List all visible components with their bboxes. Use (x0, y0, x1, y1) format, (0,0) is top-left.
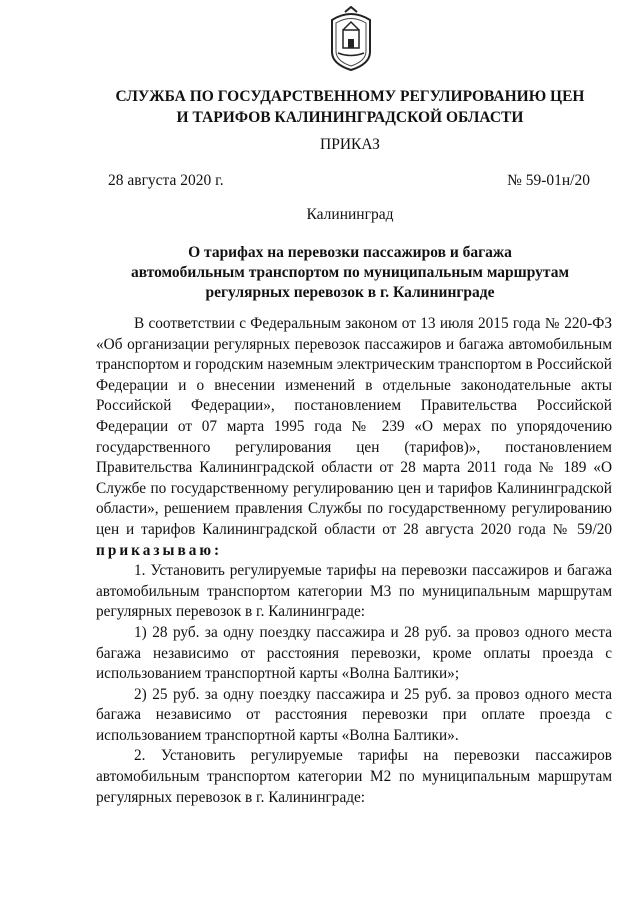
document-type: ПРИКАЗ (320, 136, 380, 153)
item-2: 2. Установить регулируемые тарифы на перевозки пассажиров автомобильным транспортом категории М2 по муниципальным маршрутам регулярных перевозок в г. Калининграде: (96, 747, 612, 806)
item-1-subitem-2: 2) 25 руб. за одну поездку пассажира и 25 руб. за провоз одного места багажа независимо от расстояния перевозки при оплате проезда с использованием транспортной карты «Волна Балтики». (96, 685, 612, 744)
document-title (60, 243, 640, 303)
order-word: приказываю: (96, 541, 223, 559)
item-1: 1. Установить регулируемые тарифы на перевозки пассажиров и багажа автомобильным транспортом категории М3 по муниципальным маршрутам регулярных перевозок в г. Калининграде: (96, 562, 612, 621)
document-city: Калининград (306, 206, 394, 223)
title-line-3: регулярных перевозок в г. Калининграде (205, 284, 495, 301)
title-line-1: О тарифах на перевозки пассажиров и багажа (188, 244, 512, 261)
document-date: 28 августа 2020 г. (108, 172, 224, 189)
preamble-paragraph (96, 314, 612, 561)
item-1-subitem-1: 1) 28 руб. за одну поездку пассажира и 28 руб. за провоз одного места багажа независимо от расстояния перевозки, кроме оплаты проезда с использованием транспортной карты «Волна Балтики»; (96, 623, 612, 683)
issuing-organization (60, 86, 640, 128)
org-line-2: И ТАРИФОВ КАЛИНИНГРАДСКОЙ ОБЛАСТИ (176, 109, 524, 126)
document-body (96, 314, 612, 808)
coat-of-arms-emblem (326, 6, 376, 72)
preamble-text: В соответствии с Федеральным законом от 13 июля 2015 года № 220-ФЗ «Об организации регулярных перевозок пассажиров и багажа автомобильным транспортом и городским наземным электрическим транспортом в Российской Федерации и о внесении изменений в отдельные законодательные акты Российской Федерации», постановлением Правительства Российской Федерации от 07 марта 1995 года № 239 «О мерах по упорядочению государственного регулирования цен (тарифов)», постановлением Правительства Калининградской области от 28 марта 2011 года № 189 «О Службе по государственному регулированию цен и тарифов Калининградской области», решением правления Службы по государственному регулированию цен и тарифов Калининградской области от 28 августа 2020 года № 59/20 (96, 315, 612, 538)
title-line-2: автомобильным транспортом по муниципальным маршрутам (130, 264, 570, 281)
org-line-1: СЛУЖБА ПО ГОСУДАРСТВЕННОМУ РЕГУЛИРОВАНИЮ ЦЕН (115, 88, 585, 105)
document-number: № 59-01н/20 (507, 172, 590, 189)
